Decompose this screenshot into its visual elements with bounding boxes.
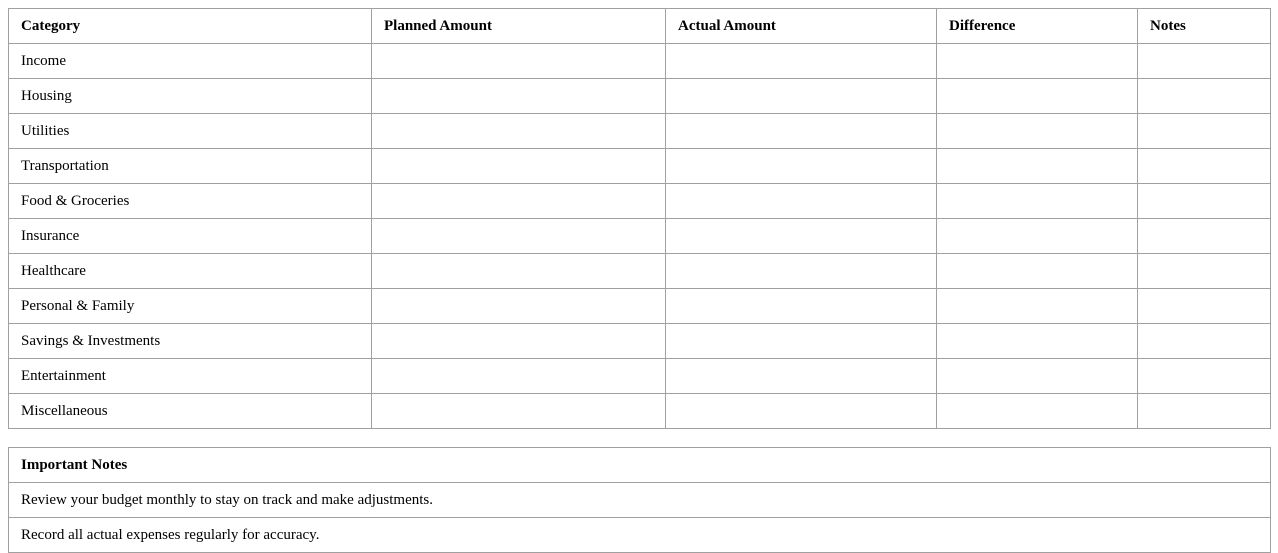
cell-difference[interactable]	[937, 44, 1138, 79]
cell-category: Income	[9, 44, 372, 79]
header-difference: Difference	[937, 9, 1138, 44]
cell-actual-amount[interactable]	[666, 359, 937, 394]
cell-actual-amount[interactable]	[666, 79, 937, 114]
header-category: Category	[9, 9, 372, 44]
cell-planned-amount[interactable]	[372, 149, 666, 184]
note-row	[9, 518, 1271, 553]
cell-category: Utilities	[9, 114, 372, 149]
notes-header-row	[9, 448, 1271, 483]
cell-difference[interactable]	[937, 219, 1138, 254]
table-header-row	[9, 9, 1271, 44]
note-text: Review your budget monthly to stay on track and make adjustments.	[9, 483, 1271, 518]
table-row	[9, 394, 1271, 429]
cell-notes[interactable]	[1138, 254, 1271, 289]
cell-actual-amount[interactable]	[666, 289, 937, 324]
cell-notes[interactable]	[1138, 219, 1271, 254]
cell-category: Transportation	[9, 149, 372, 184]
cell-category: Personal & Family	[9, 289, 372, 324]
important-notes-title: Important Notes	[9, 448, 1271, 483]
cell-category: Insurance	[9, 219, 372, 254]
cell-notes[interactable]	[1138, 394, 1271, 429]
cell-category: Housing	[9, 79, 372, 114]
table-row	[9, 44, 1271, 79]
cell-planned-amount[interactable]	[372, 324, 666, 359]
cell-category: Miscellaneous	[9, 394, 372, 429]
table-row	[9, 184, 1271, 219]
budget-table-body	[9, 44, 1271, 429]
cell-planned-amount[interactable]	[372, 254, 666, 289]
table-row	[9, 114, 1271, 149]
header-planned-amount: Planned Amount	[372, 9, 666, 44]
important-notes-table	[8, 447, 1271, 553]
cell-difference[interactable]	[937, 359, 1138, 394]
cell-planned-amount[interactable]	[372, 184, 666, 219]
cell-difference[interactable]	[937, 149, 1138, 184]
cell-difference[interactable]	[937, 289, 1138, 324]
cell-notes[interactable]	[1138, 184, 1271, 219]
cell-difference[interactable]	[937, 79, 1138, 114]
cell-category: Savings & Investments	[9, 324, 372, 359]
cell-category: Food & Groceries	[9, 184, 372, 219]
table-row	[9, 149, 1271, 184]
cell-actual-amount[interactable]	[666, 219, 937, 254]
table-row	[9, 79, 1271, 114]
cell-planned-amount[interactable]	[372, 114, 666, 149]
table-row	[9, 219, 1271, 254]
cell-actual-amount[interactable]	[666, 394, 937, 429]
cell-notes[interactable]	[1138, 359, 1271, 394]
cell-actual-amount[interactable]	[666, 184, 937, 219]
cell-notes[interactable]	[1138, 289, 1271, 324]
cell-notes[interactable]	[1138, 79, 1271, 114]
table-row	[9, 254, 1271, 289]
cell-actual-amount[interactable]	[666, 149, 937, 184]
table-row	[9, 289, 1271, 324]
budget-table	[8, 8, 1271, 429]
cell-category: Entertainment	[9, 359, 372, 394]
cell-actual-amount[interactable]	[666, 44, 937, 79]
cell-difference[interactable]	[937, 254, 1138, 289]
cell-planned-amount[interactable]	[372, 219, 666, 254]
cell-planned-amount[interactable]	[372, 359, 666, 394]
cell-difference[interactable]	[937, 324, 1138, 359]
cell-actual-amount[interactable]	[666, 114, 937, 149]
cell-category: Healthcare	[9, 254, 372, 289]
notes-table-body	[9, 483, 1271, 553]
cell-actual-amount[interactable]	[666, 324, 937, 359]
header-notes: Notes	[1138, 9, 1271, 44]
cell-notes[interactable]	[1138, 149, 1271, 184]
cell-planned-amount[interactable]	[372, 289, 666, 324]
cell-planned-amount[interactable]	[372, 44, 666, 79]
cell-planned-amount[interactable]	[372, 79, 666, 114]
cell-notes[interactable]	[1138, 44, 1271, 79]
cell-difference[interactable]	[937, 114, 1138, 149]
cell-planned-amount[interactable]	[372, 394, 666, 429]
cell-difference[interactable]	[937, 394, 1138, 429]
note-row	[9, 483, 1271, 518]
cell-notes[interactable]	[1138, 324, 1271, 359]
cell-difference[interactable]	[937, 184, 1138, 219]
cell-actual-amount[interactable]	[666, 254, 937, 289]
cell-notes[interactable]	[1138, 114, 1271, 149]
table-row	[9, 359, 1271, 394]
note-text: Record all actual expenses regularly for accuracy.	[9, 518, 1271, 553]
header-actual-amount: Actual Amount	[666, 9, 937, 44]
table-row	[9, 324, 1271, 359]
